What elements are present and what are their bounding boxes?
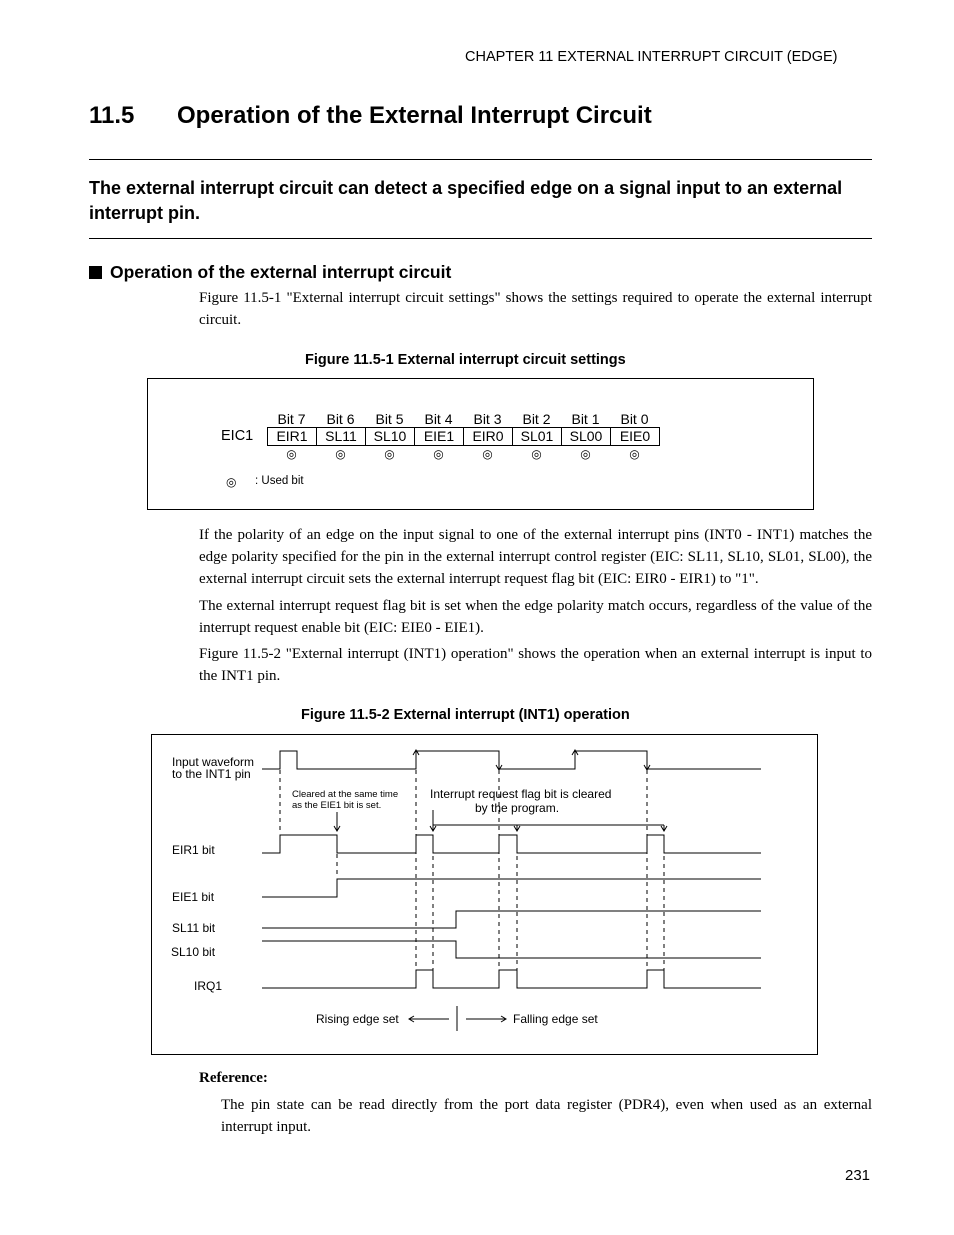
legend-text: : Used bit xyxy=(255,475,304,487)
eie1-waveform xyxy=(262,879,761,897)
section-title-text: Operation of the External Interrupt Circuit xyxy=(177,102,652,129)
label-input-line1: Input waveform xyxy=(172,755,255,769)
paragraph-3: The external interrupt request flag bit is set when the edge polarity match occurs, regardless of the value of the interrupt request enable bit (EIC: EIE0 - EIE1). xyxy=(199,598,872,636)
register-name: EIC1 xyxy=(221,428,254,444)
figure-2-caption: Figure 11.5-2 External interrupt (INT1) operation xyxy=(301,707,630,723)
label-eir1: EIR1 bit xyxy=(172,843,215,857)
lead-summary: The external interrupt circuit can detect a specified edge on a signal input to an external interrupt pin. xyxy=(89,178,843,223)
label-sl11: SL11 bit xyxy=(172,921,216,935)
figure-1-caption: Figure 11.5-1 External interrupt circuit settings xyxy=(305,352,626,368)
paragraph-1: Figure 11.5-1 "External interrupt circuit settings" shows the settings required to operate the external interrupt circuit. xyxy=(199,290,872,328)
label-sl10: SL10 bit xyxy=(171,945,216,959)
bit-label: Bit 4 xyxy=(424,411,453,427)
note-cleared-line2: as the EIE1 bit is set. xyxy=(292,800,382,811)
section-number: 11.5 xyxy=(89,102,135,129)
register-field: SL11 xyxy=(317,428,366,446)
note-program-line2: by the program. xyxy=(475,801,560,815)
bit-label: Bit 3 xyxy=(473,411,502,427)
paragraph-4: Figure 11.5-2 "External interrupt (INT1) operation" shows the operation when an external interrupt is input to the INT1 pin. xyxy=(199,646,872,684)
used-bit-icon: ◎ xyxy=(433,447,444,461)
used-bit-icon: ◎ xyxy=(384,447,395,461)
bit-label: Bit 5 xyxy=(375,411,404,427)
used-bit-icon: ◎ xyxy=(286,447,297,461)
subsection-title: Operation of the external interrupt circuit xyxy=(110,262,452,282)
bit-label: Bit 1 xyxy=(571,411,600,427)
figure-2-box xyxy=(152,735,818,1055)
label-input-line2: to the INT1 pin xyxy=(172,767,251,781)
page-number: 231 xyxy=(845,1167,871,1184)
register-field: EIR0 xyxy=(464,428,513,446)
paragraph-2: If the polarity of an edge on the input signal to one of the external interrupt pins (INT0 - INT1) matches the edge polarity specified for the pin in the external interrupt control register (EIC: SL11, SL10, SL01, SL00), the external interrupt circuit sets the external interrupt request flag bit (EIC: EIR0 - EIR1) to "1". xyxy=(199,527,872,587)
chapter-header: CHAPTER 11 EXTERNAL INTERRUPT CIRCUIT (EDGE) xyxy=(465,49,838,65)
label-falling-edge: Falling edge set xyxy=(513,1012,598,1026)
eir1-waveform xyxy=(262,835,761,853)
used-bit-icon: ◎ xyxy=(335,447,346,461)
register-field: EIE0 xyxy=(611,428,660,446)
used-bit-icon: ◎ xyxy=(482,447,493,461)
bit-label: Bit 2 xyxy=(522,411,551,427)
bit-label: Bit 6 xyxy=(326,411,355,427)
register-field: EIE1 xyxy=(415,428,464,446)
label-irq1: IRQ1 xyxy=(194,979,223,993)
register-field: EIR1 xyxy=(268,428,317,446)
legend-mark-icon: ◎ xyxy=(226,475,237,489)
bit-label: Bit 7 xyxy=(277,411,306,427)
register-field: SL01 xyxy=(513,428,562,446)
register-field: SL10 xyxy=(366,428,415,446)
used-bit-icon: ◎ xyxy=(531,447,542,461)
sl11-waveform xyxy=(262,911,761,928)
label-eie1: EIE1 bit xyxy=(172,890,215,904)
used-bit-icon: ◎ xyxy=(629,447,640,461)
note-cleared-line1: Cleared at the same time xyxy=(292,789,399,800)
input-waveform xyxy=(262,751,761,769)
reference-label: Reference: xyxy=(199,1070,268,1086)
note-program-line1: Interrupt request flag bit is cleared xyxy=(430,787,612,801)
irq1-waveform xyxy=(262,970,761,988)
bit-label: Bit 0 xyxy=(620,411,649,427)
reference-text: The pin state can be read directly from the port data register (PDR4), even when used as an external interrupt input. xyxy=(221,1097,872,1135)
label-rising-edge: Rising edge set xyxy=(316,1012,399,1026)
register-field: SL00 xyxy=(562,428,611,446)
sl10-waveform xyxy=(262,941,761,958)
used-bit-icon: ◎ xyxy=(580,447,591,461)
